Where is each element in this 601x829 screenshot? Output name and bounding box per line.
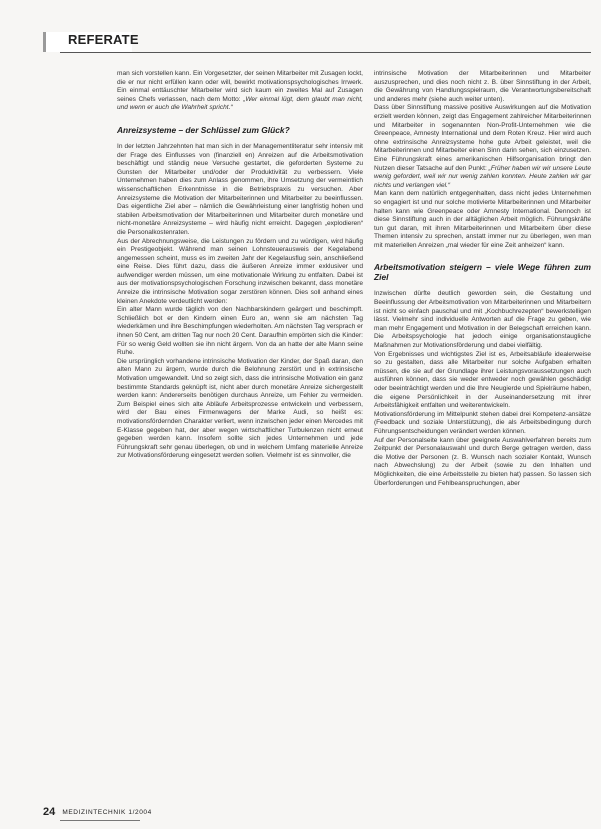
paragraph-text: Dass über Sinnstiftung massive positive Auswirkungen auf die Motivation erzielt werden können, zeigt das Engagement zahlreicher Mitarbeiterinnen und Mitarbeiter in sogenannten Non-Profit-Unternehmen wie die Greenpeace, Amnesty International und dem Roten Kreuz. Hier wird auch ohne extrinsische Anreizsysteme hohe gute Arbeit geleistet, weil die Mitarbeiterinnen und Mitarbeiter einen Sinn darin sehen, sich einzusetzen. Eine Führungskraft eines amerikanischen Hilfsorganisation bringt den Nutzen dieser Tatsache auf den Punkt: <box>374 104 591 172</box>
section-label: REFERATE <box>68 32 139 47</box>
paragraph: Aus der Abrechnungsweise, die Leistungen zu fördern und zu würdigen, wird häufig ein Prestigeobjekt. Während man seinen Lohnsteuerausweis der Kegelabend angemessen scheint, muss es im zweiten Jahr der Kegelausflug sein, anschließend eine Reise. Dies führt dazu, dass die äußeren Anreize immer exklusiver und aufwendiger werden müssen, um eine motivationale Wirkung zu entfalten. Dabei ist aus der motivationspsychologischen Forschung inzwischen bekannt, dass monetäre Anreize die intrinsische Motivation sogar zerstören können. Dies soll anhand eines kleinen Anekdote verdeutlicht werden: <box>117 237 363 305</box>
intro-text: man sich vorstellen kann. Ein Vorgesetzter, der seinen Mitarbeiter mit Zusagen lockt, die er nur nicht erfüllen kann oder will, bewirkt motivationspsychologisches Irrwerk. Ein einmal enttäuschter Mitarbeiter wird sich kaum ein zweites Mal auf Zusagen seines Chefs verlassen, nach dem Motto: <box>117 70 363 103</box>
column-left <box>117 70 363 461</box>
pullquote: „Früher haben wir wir unsere Leute wenig gefordert, weil wir nur wenig zahlen konnten. Heute zahlen wir gar nichts und verlangen viel.“ <box>374 164 591 189</box>
paragraph: Von Ergebnisses und wichtigstes Ziel ist es, Arbeitsabläufe idealerweise so zu gestalten, dass alle Mitarbeiter nur solche Aufgaben erhalten müssen, die sie auf der Grundlage ihrer Leistungsvoraussetzungen auch ausführen können, dass sie weder entweder noch gewählen geschädigt oder beeinträchtigt werden und die Ihre Neugierde und Spielräume haben, die eigene Persönlichkeit in der Auseinandersetzung mit ihrer Arbeitsfähigkeit entfalten und weiterentwickeln. <box>374 350 591 410</box>
paragraph: Inzwischen dürfte deutlich geworden sein, die Gestaltung und Beeinflussung der Arbeitsmotivation von Mitarbeiterinnen und Mitarbeitern ist nicht so einfach pauschal und mit „Kochbuchrezepten“ bewerkstelligen lässt. Vielmehr sind individuelle Antworten auf die Frage zu geben, wie man mehr Engagement und Motivation in der Belegschaft erreichen kann. Die Arbeitspsychologie hat jedoch einige organisationstaugliche Maßnahmen zur Motivationsförderung und dabei vielfältig. <box>374 290 591 350</box>
paragraph: Ein alter Mann wurde täglich von den Nachbarskindern geärgert und beschimpft. Schließlich bot er den Kindern einen Euro an, wenn sie am nächsten Tag wiederkämen und ihre Beschimpfungen wiederholten. Am nächsten Tag versprach er ihnen 50 Cent, am dritten Tag nur noch 20 Cent. Daraufhin empörten sich die Kinder: Für so wenig Geld wollten sie ihn nicht ärgern. Von da an hatte der alte Mann seine Ruhe. <box>117 306 363 357</box>
publication-name: MEDIZINTECHNIK 1/2004 <box>62 809 152 816</box>
page-number: 24 <box>43 806 56 818</box>
paragraph: Motivationsförderung im Mittelpunkt stehen dabei drei Kompetenz-ansätze (Feedback und soziale Unterstützung), die als Arbeitsbedingung durch Führungsentscheidungen verändert werden können. <box>374 410 591 435</box>
header-rule <box>60 52 591 53</box>
intro-paragraph <box>117 70 363 113</box>
paragraph-with-quote <box>374 104 591 190</box>
intro-quote: „Wer einmal lügt, dem glaubt man nicht, und wenn er auch die Wahrheit spricht.“ <box>117 95 363 112</box>
page-footer <box>43 806 152 818</box>
paragraph: Auf der Personalseite kann über geeignete Auswahlverfahren bereits zum Zeitpunkt der Personalauswahl und durch Berge getragen werden, dass die Motive der Personen (z. B. Wunsch nach sozialer Kontakt, Wunsch nach Abwechslung) zu der Arbeit (sowie zu den Inhalten und Möglichkeiten, die eine Arbeitsstelle zu bieten hat) passen. So lassen sich Überforderungen und Fehlbeanspruchungen, aber <box>374 436 591 487</box>
paragraph: intrinsische Motivation der Mitarbeiterinnen und Mitarbeiter auszusprechen, und dies noch nicht z. B. über Sinnstiftung in der Arbeit, die Gewährung von Handlungsspielraum, die Verantwortungsbereitschaft und anderes mehr (siehe auch weiter unten). <box>374 70 591 103</box>
column-right <box>374 70 591 488</box>
footer-rule <box>60 820 140 821</box>
paragraph: Die ursprünglich vorhandene intrinsische Motivation der Kinder, der Spaß daran, den alten Mann zu ärgern, wurde durch die Belohnung zerstört und in extrinsische Motivation umgewandelt. Und so zeigt sich, dass die intrinsische Motivation ein ganz bestimmte Standards geknüpft ist, nicht aber durch monetäre Anreize sichergestellt werden kann: Andererseits benötigen durchaus Anreize, um Fehler zu vermeiden. Zum Beispiel eines sich alte Abläufe Arbeitsprozesse entwickeln und verbessern, wird der Bau eines Firmenwagens der Marke Audi, so heißt es: motivationsfördernden Charakter verliert, wenn inzwischen jeder einen Mercedes mit E-Klasse gegeben hat, der aber wegen wirtschaftlicher Turbulenzen nicht erneut gegeben werden kann. Insofern sollte sich jedes Unternehmen und jede Führungskraft sehr genau überlegen, ob und in welchem Umfang materielle Anreize zur Motivationsförderung eingesetzt werden sollen. Vielmehr ist es sinnvoller, die <box>117 357 363 460</box>
subheading-arbeitsmotivation: Arbeitsmotivation steigern – viele Wege führen zum Ziel <box>374 262 591 283</box>
paragraph: Man kann dem natürlich entgegenhalten, dass nicht jedes Unternehmen so engagiert ist und nur solche motivierte Mitarbeiterinnen und Mitarbeiter halten kann wie Greenpeace oder Amnesty International. Dennoch ist diese Sinnstiftung auch in der alltäglichen Arbeit möglich. Führungskräfte tun gut daran, mit ihren Mitarbeiterinnen und Mitarbeitern über diese Themen intensiv zu sprechen, anstatt immer nur zu überlegen, wen man mit materiellen Anreizen „mal wieder für eine Zeit anheizen“ kann. <box>374 190 591 249</box>
paragraph: In der letzten Jahrzehnten hat man sich in der Managementliteratur sehr intensiv mit der Frage des Einflusses von (finanziell en) Anreizen auf die Arbeitsmotivation beschäftigt und ständig neue Versuche gestartet, die geforderten Systeme zu Gunsten der Mitarbeiter und/oder der Produktivität zu verbessern. Viele Unternehmen haben dies zum Anlass genommen, ihre Umsetzung der vermeintlich wissenschaftlichen Erkenntnisse in die Betriebspraxis zu versuchen. Aber Anreizsysteme die Motivation der Mitarbeiterinnen und Mitarbeiter zu beeinflussen. Das eigentliche Ziel aber – nämlich die Gewährleistung einer langfristig hohen und stabilen Arbeitsmotivation der Mitarbeiterinnen und Mitarbeiter durch monetäre und nicht-monetäre Anreizsysteme – wird häufig nicht erreicht. Dagegen „explodieren“ die Personalkostenraten. <box>117 142 363 236</box>
subheading-anreizsysteme: Anreizsysteme – der Schlüssel zum Glück? <box>117 124 290 135</box>
